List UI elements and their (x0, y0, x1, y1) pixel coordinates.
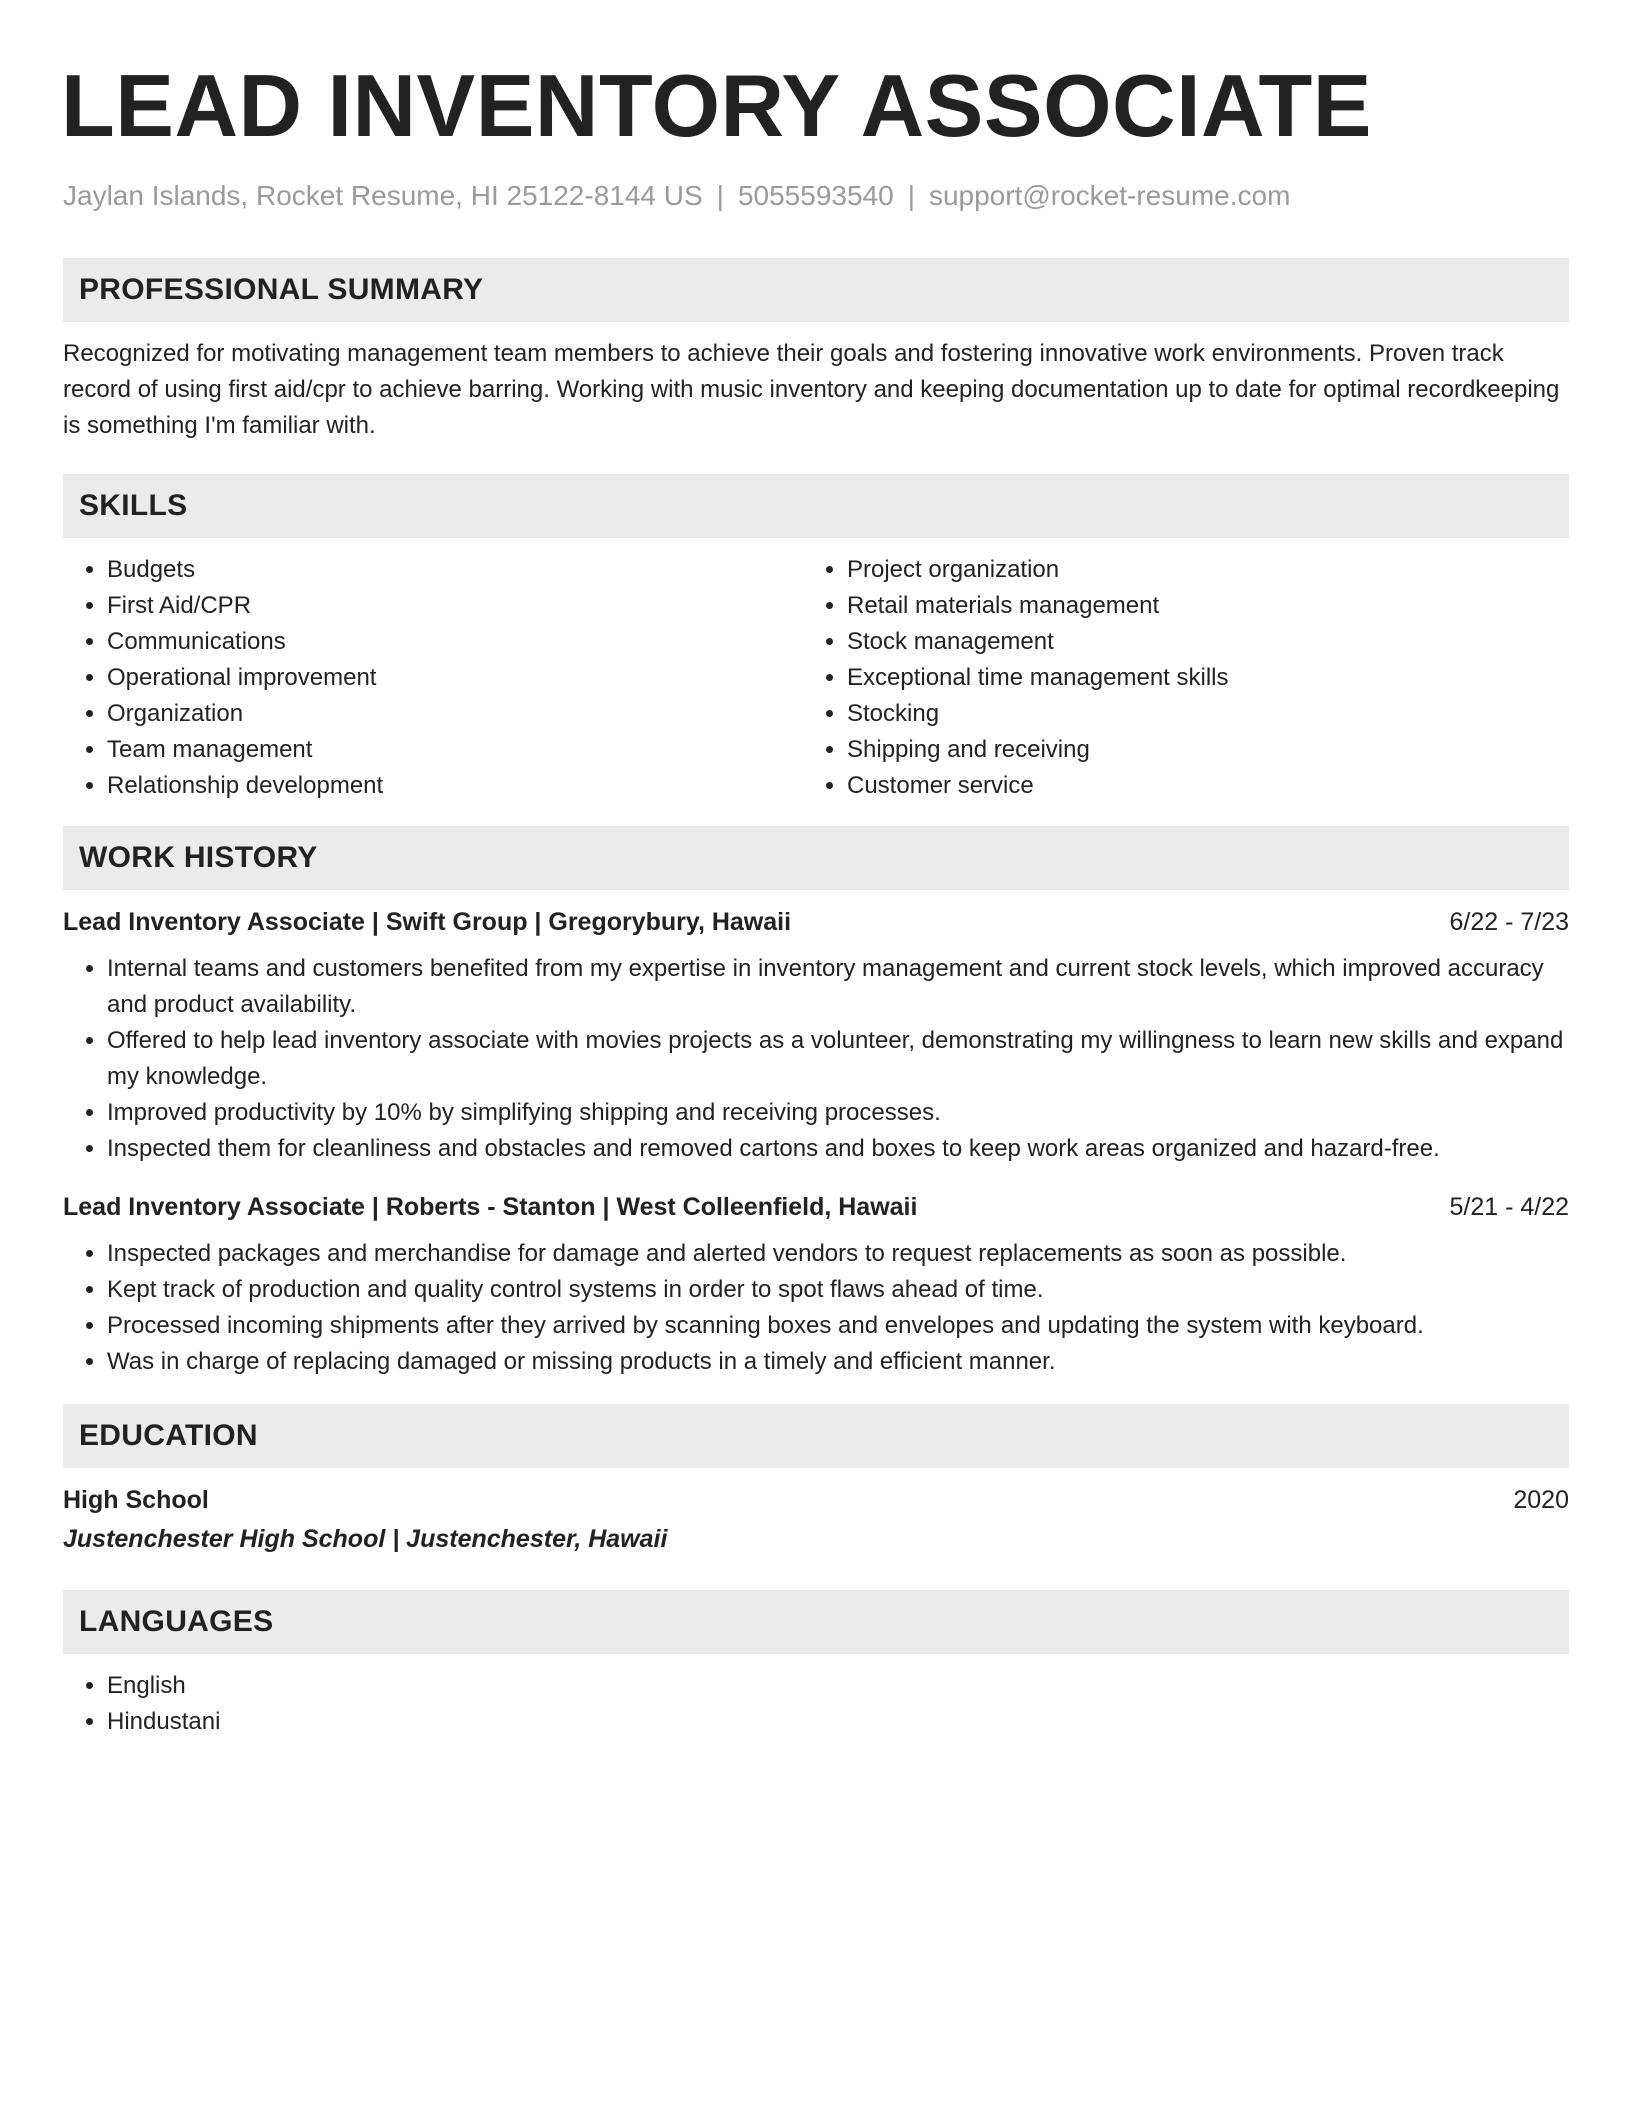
section-header-languages: LANGUAGES (63, 1590, 1569, 1654)
contact-separator: | (716, 180, 724, 211)
job-title: Lead Inventory Associate | Roberts - Stanton | West Colleenfield, Hawaii (63, 1193, 918, 1221)
job-dates: 5/21 - 4/22 (1449, 1193, 1569, 1221)
skills-columns (63, 552, 1569, 804)
education-heading-row (63, 1486, 1569, 1515)
job-bullet: • Internal teams and customers benefited from my expertise in inventory management and current stock levels, which improved accuracy and product availability. (107, 951, 1569, 1023)
job-bullet: • Inspected them for cleanliness and obstacles and removed cartons and boxes to keep work areas organized and hazard-free. (107, 1131, 1569, 1167)
contact-line (63, 180, 1569, 220)
job-bullet: • Inspected packages and merchandise for damage and alerted vendors to request replacements as soon as possible. (107, 1236, 1569, 1272)
job-bullet-list (63, 1236, 1569, 1380)
skill-item: • Retail materials management (847, 588, 1543, 624)
language-item: • Hindustani (107, 1704, 1569, 1740)
job-heading-row (63, 908, 1569, 937)
skill-item: • Budgets (107, 552, 803, 588)
skill-item: • Project organization (847, 552, 1543, 588)
skill-item: • Shipping and receiving (847, 732, 1543, 768)
job-bullet: • Improved productivity by 10% by simplifying shipping and receiving processes. (107, 1095, 1569, 1131)
skill-item: • Team management (107, 732, 803, 768)
languages-list (63, 1668, 1569, 1740)
skills-list-right (803, 552, 1543, 804)
job-bullet: • Offered to help lead inventory associate with movies projects as a volunteer, demonstrating my willingness to learn new skills and expand my knowledge. (107, 1023, 1569, 1095)
section-header-education: EDUCATION (63, 1404, 1569, 1468)
contact-phone: 5055593540 (737, 180, 894, 211)
contact-address: Jaylan Islands, Rocket Resume, HI 25122-8144 US (63, 180, 703, 211)
education-degree: High School (63, 1486, 209, 1514)
job-dates: 6/22 - 7/23 (1449, 908, 1569, 936)
job-bullet: • Processed incoming shipments after they arrived by scanning boxes and envelopes and updating the system with keyboard. (107, 1308, 1569, 1344)
skill-item: • Operational improvement (107, 660, 803, 696)
job-heading-row (63, 1193, 1569, 1222)
section-header-summary: PROFESSIONAL SUMMARY (63, 258, 1569, 322)
summary-text: Recognized for motivating management team members to achieve their goals and fostering innovative work environments. Proven track record of using first aid/cpr to achieve barring. Working with music inventory and keeping documentation up to date for optimal recordkeeping is something I'm familiar with. (63, 340, 1560, 439)
education-year: 2020 (1513, 1486, 1569, 1514)
skill-item: • Communications (107, 624, 803, 660)
section-header-work-history: WORK HISTORY (63, 826, 1569, 890)
job-bullet: • Kept track of production and quality control systems in order to spot flaws ahead of time. (107, 1272, 1569, 1308)
skills-list-left (63, 552, 803, 804)
job-bullet: • Was in charge of replacing damaged or missing products in a timely and efficient manner. (107, 1344, 1569, 1380)
section-header-skills: SKILLS (63, 474, 1569, 538)
education-school: Justenchester High School | Justenchester, Hawaii (63, 1525, 668, 1553)
skill-item: • Organization (107, 696, 803, 732)
contact-separator: | (907, 180, 915, 211)
job-bullet-list (63, 951, 1569, 1167)
contact-email: support@rocket-resume.com (928, 180, 1291, 211)
resume-name-title: LEAD INVENTORY ASSOCIATE (61, 56, 1372, 155)
skill-item: • Exceptional time management skills (847, 660, 1543, 696)
skill-item: • Customer service (847, 768, 1543, 804)
skill-item: • Stocking (847, 696, 1543, 732)
job-title: Lead Inventory Associate | Swift Group | Gregorybury, Hawaii (63, 908, 792, 936)
skill-item: • Stock management (847, 624, 1543, 660)
skill-item: • First Aid/CPR (107, 588, 803, 624)
skill-item: • Relationship development (107, 768, 803, 804)
language-item: • English (107, 1668, 1569, 1704)
